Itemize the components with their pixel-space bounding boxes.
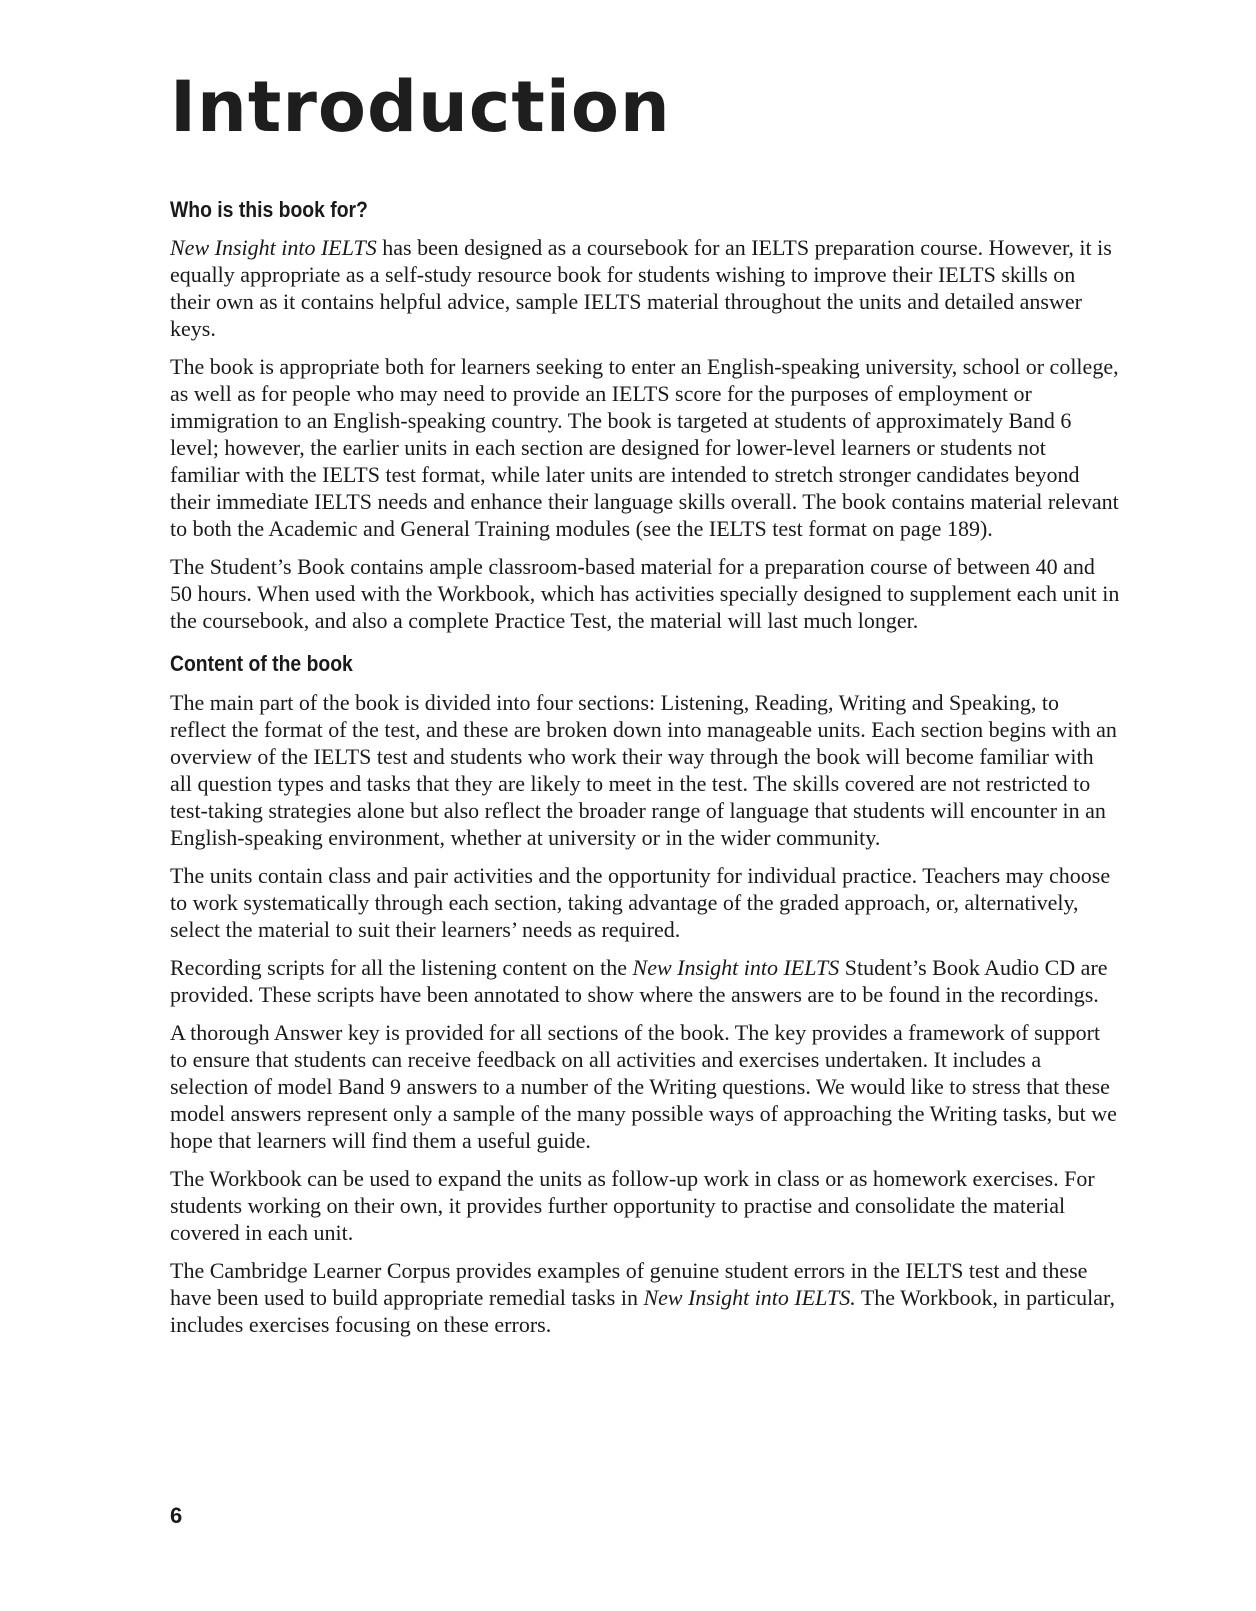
paragraph xyxy=(170,1257,1120,1338)
paragraph xyxy=(170,954,1120,1008)
section-heading-content-of-the-book: Content of the book xyxy=(170,651,353,676)
book-title-italic: New Insight into IELTS xyxy=(632,955,840,980)
paragraph-text: Student’s Book Audio CD are provided. These scripts have been annotated to show where the answers are to be found in the recordings. xyxy=(170,955,1108,1007)
paragraph: A thorough Answer key is provided for all sections of the book. The key provides a framework of support to ensure that students can receive feedback on all activities and exercises undertaken. It includes a selection of model Band 9 answers to a number of the Writing questions. We would like to stress that these model answers represent only a sample of the many possible ways of approaching the Writing tasks, but we hope that learners will find them a useful guide. xyxy=(170,1020,1117,1153)
paragraph-text: The Workbook, in particular, includes exercises focusing on these errors. xyxy=(170,1285,1115,1337)
paragraph: The main part of the book is divided into four sections: Listening, Reading, Writing and Speaking, to reflect the format of the test, and these are broken down into manageable units. Each section begins with an overview of the IELTS test and students who work their way through the book will become familiar with all question types and tasks that they are likely to meet in the test. The skills covered are not restricted to test-taking strategies alone but also reflect the broader range of language that students will encounter in an English-speaking environment, whether at university or in the wider community. xyxy=(170,690,1117,850)
paragraph-text: Recording scripts for all the listening content on the xyxy=(170,955,633,980)
page-title: Introduction xyxy=(170,66,671,148)
book-title-italic: New Insight into IELTS xyxy=(170,235,377,260)
paragraph: The book is appropriate both for learners seeking to enter an English-speaking university, school or college, as well as for people who may need to provide an IELTS score for the purposes of employment or immigration to an English-speaking country. The book is targeted at students of approximately Band 6 level; however, the earlier units in each section are designed for lower-level learners or students not familiar with the IELTS test format, while later units are intended to stretch stronger candidates beyond their immediate IELTS needs and enhance their language skills overall. The book contains material relevant to both the Academic and General Training modules (see the IELTS test format on page 189). xyxy=(170,354,1119,541)
paragraph-text: The Cambridge Learner Corpus provides examples of genuine student errors in the IELTS test and these have been used to build appropriate remedial tasks in xyxy=(170,1258,1088,1310)
paragraph: The units contain class and pair activities and the opportunity for individual practice. Teachers may choose to work systematically through each section, taking advantage of the graded approach, or, alternatively, select the material to suit their learners’ needs as required. xyxy=(170,863,1111,942)
paragraph: The Student’s Book contains ample classroom-based material for a preparation course of between 40 and 50 hours. When used with the Workbook, which has activities specially designed to supplement each unit in the coursebook, and also a complete Practice Test, the material will last much longer. xyxy=(170,554,1120,633)
book-title-italic: New Insight into IELTS. xyxy=(643,1285,856,1310)
page-number: 6 xyxy=(170,1503,183,1528)
section-heading-who-is-this-book-for: Who is this book for? xyxy=(170,197,368,222)
paragraph xyxy=(170,234,1120,342)
document-page xyxy=(170,66,1120,1349)
paragraph-text: has been designed as a coursebook for an IELTS preparation course. However, it is equally appropriate as a self-study resource book for students wishing to improve their IELTS skills on their own as it contains helpful advice, sample IELTS material throughout the units and detailed answer keys. xyxy=(170,235,1112,341)
paragraph: The Workbook can be used to expand the units as follow-up work in class or as homework exercises. For students working on their own, it provides further opportunity to practise and consolidate the material covered in each unit. xyxy=(170,1166,1095,1245)
